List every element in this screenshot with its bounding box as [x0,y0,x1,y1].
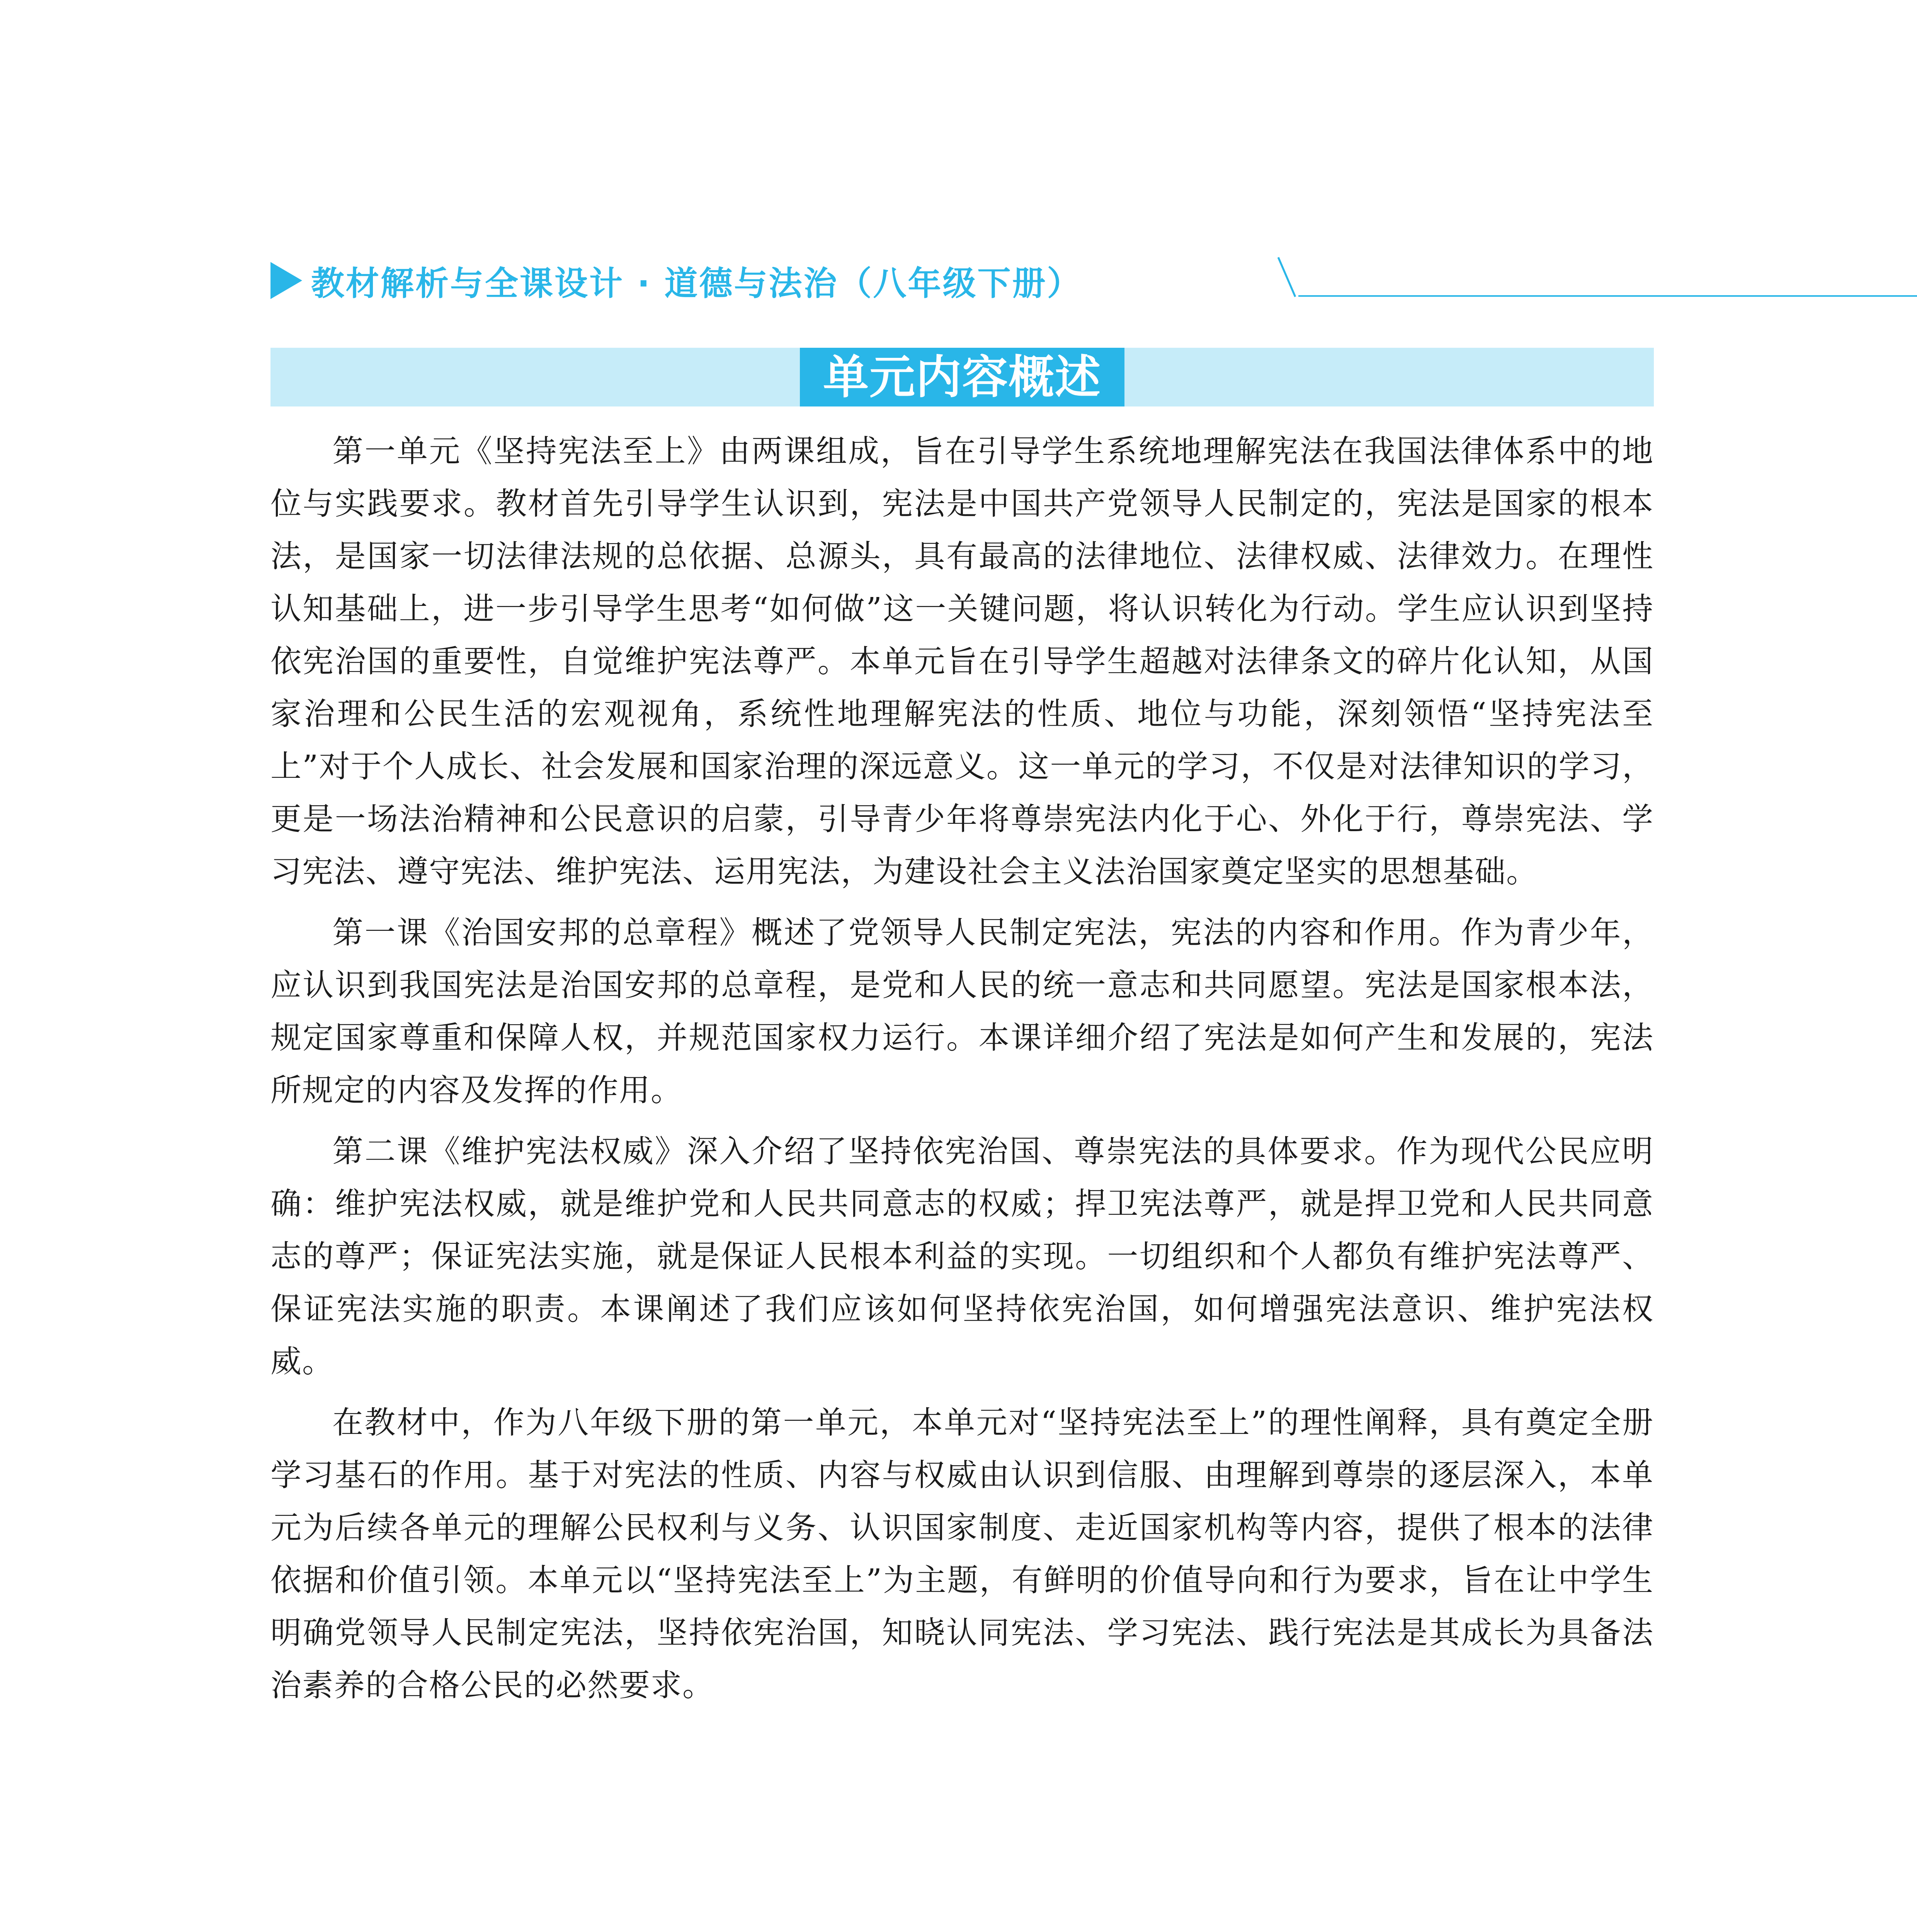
section-body-overview [270,425,1654,1712]
paragraph: 第一课《治国安邦的总章程》概述了党领导人民制定宪法，宪法的内容和作用。作为青少年，应认识到我国宪法是治国安邦的总章程，是党和人民的统一意志和共同愿望。宪法是国家根本法，规定国家尊重和保障人权，并规范国家权力运行。本课详细介绍了宪法是如何产生和发展的，宪法所规定的内容及发挥的作用。 [270,915,1654,1108]
header-divider-slash [1275,255,1298,301]
paragraph: 第二课《维护宪法权威》深入介绍了坚持依宪治国、尊崇宪法的具体要求。作为现代公民应明确：维护宪法权威，就是维护党和人民共同意志的权威；捍卫宪法尊严，就是捍卫党和人民共同意志的尊严；保证宪法实施，就是保证人民根本利益的实现。一切组织和个人都负有维护宪法尊严、保证宪法实施的职责。本课阐述了我们应该如何坚持依宪治国，如何增强宪法意识、维护宪法权威。 [270,1133,1654,1379]
section-banner-overview [270,348,1654,406]
header-arrow-icon [270,262,302,299]
paragraph: 第一单元《坚持宪法至上》由两课组成，旨在引导学生系统地理解宪法在我国法律体系中的地位与实践要求。教材首先引导学生认识到，宪法是中国共产党领导人民制定的，宪法是国家的根本法，是国家一切法律法规的总依据、总源头，具有最高的法律地位、法律权威、法律效力。在理性认知基础上，进一步引导学生思考“如何做”这一关键问题，将认识转化为行动。学生应认识到坚持依宪治国的重要性，自觉维护宪法尊严。本单元旨在引导学生超越对法律条文的碎片化认知，从国家治理和公民生活的宏观视角，系统性地理解宪法的性质、地位与功能，深刻领悟“坚持宪法至上”对于个人成长、社会发展和国家治理的深远意义。这一单元的学习，不仅是对法律知识的学习，更是一场法治精神和公民意识的启蒙，引导青少年将尊崇宪法内化于心、外化于行，尊崇宪法、学习宪法、遵守宪法、维护宪法、运用宪法，为建设社会主义法治国家奠定坚实的思想基础。 [270,433,1654,889]
running-header [270,255,1654,301]
paragraph: 在教材中，作为八年级下册的第一单元，本单元对“坚持宪法至上”的理性阐释，具有奠定全册学习基石的作用。基于对宪法的性质、内容与权威由认识到信服、由理解到尊崇的逐层深入，本单元为后续各单元的理解公民权利与义务、认识国家制度、走近国家机构等内容，提供了根本的法律依据和价值引领。本单元以“坚持宪法至上”为主题，有鲜明的价值导向和行为要求，旨在让中学生明确党领导人民制定宪法，坚持依宪治国，知晓认同宪法、学习宪法、践行宪法是其成长为具备法治素养的合格公民的必然要求。 [270,1405,1654,1703]
section-title-overview: 单元内容概述 [800,348,1124,406]
header-rule [1298,295,1917,297]
running-header-title: 教材解析与全课设计 · 道德与法治（八年级下册） [311,264,1082,303]
